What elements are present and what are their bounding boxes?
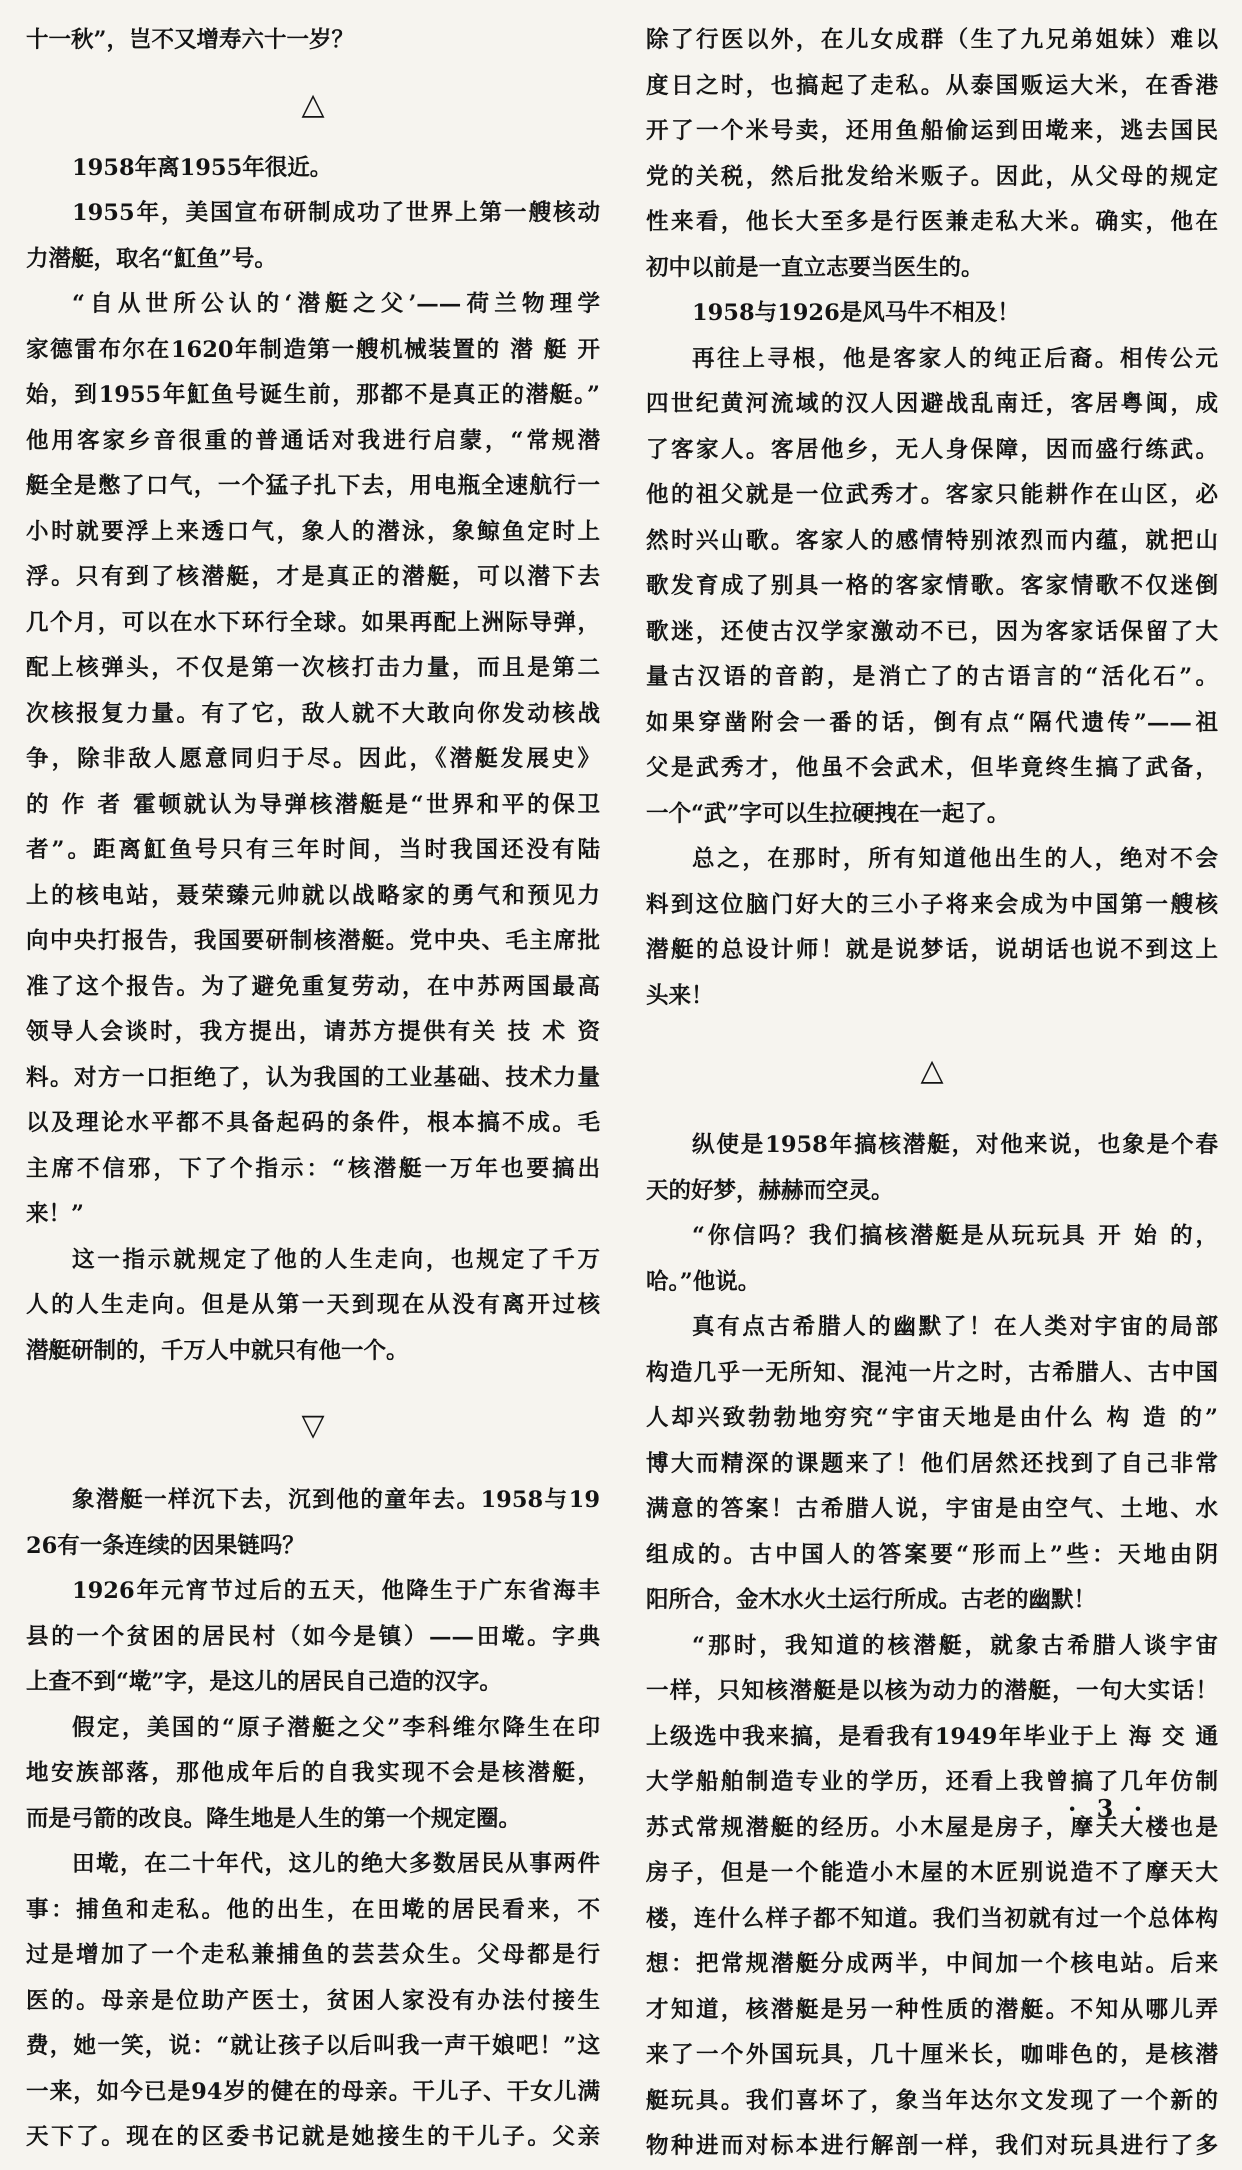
text-line: 博大而精深的课题来了！他们居然还找到了自己非常: [646, 1450, 1218, 1477]
text-line: 一个“武”字可以生拉硬拽在一起了。: [646, 800, 1010, 827]
text-line: 过是增加了一个走私兼捕鱼的芸芸众生。父母都是行: [26, 1942, 600, 1968]
text-line: 主席不信邪，下了个指示：“核潜艇一万年也要搞出: [26, 1155, 600, 1182]
text-line: 家德雷布尔在1620年制造第一艘机械装置的 潜 艇 开: [26, 336, 600, 363]
text-line: 1958年离1955年很近。: [72, 154, 333, 181]
text-line: 他的祖父就是一位武秀才。客家只能耕作在山区，必: [646, 482, 1218, 508]
text-line: 上查不到“墘”字，是这儿的居民自己造的汉字。: [26, 1669, 502, 1695]
text-line: 再往上寻根，他是客家人的纯正后裔。相传公元: [692, 345, 1218, 372]
text-line: 满意的答案！古希腊人说，宇宙是由空气、土地、水: [646, 1496, 1218, 1522]
text-line: 纵使是1958年搞核潜艇，对他来说，也象是个春: [692, 1132, 1218, 1158]
text-line: 一来，如今已是94岁的健在的母亲。干儿子、干女儿满: [26, 2078, 600, 2105]
left-text-column: [26, 18, 600, 2161]
text-line: 上的核电站，聂荣臻元帅就以战略家的勇气和预见力: [26, 882, 600, 909]
text-line: 除了行医以外，在儿女成群（生了九兄弟姐妹）难以: [646, 27, 1218, 53]
text-line: 艇玩具。我们喜坏了，象当年达尔文发现了一个新的: [646, 2087, 1218, 2114]
text-line: 地安族部落，那他成年后的自我实现不会是核潜艇，: [26, 1760, 600, 1786]
text-line: 浮。只有到了核潜艇，才是真正的潜艇，可以潜下去: [26, 564, 600, 590]
section-divider-symbol: △: [301, 86, 325, 122]
text-line: 阳所合，金木水火土运行所成。古老的幽默！: [646, 1587, 1097, 1613]
text-line: 象潜艇一样沉下去，沉到他的童年去。1958与19: [72, 1487, 600, 1513]
text-line: 物种进而对标本进行解剖一样，我们对玩具进行了多: [646, 2133, 1218, 2159]
text-line: 这一指示就规定了他的人生走向，也规定了千万: [72, 1246, 600, 1273]
text-line: “那时，我知道的核潜艇，就象古希腊人谈宇宙: [692, 1632, 1218, 1659]
text-line: 十一秋”，岂不又增寿六十一岁？: [26, 27, 354, 53]
text-line: 的 作 者 霍顿就认为导弹核潜艇是“世界和平的保卫: [26, 791, 600, 818]
text-line: 始，到1955年魟鱼号诞生前，那都不是真正的潜艇。”: [26, 382, 600, 408]
text-line: 楼，连什么样子都不知道。我们当初就有过一个总体构: [646, 1905, 1218, 1932]
text-line: 四世纪黄河流域的汉人因避战乱南迁，客居粤闽，成: [646, 391, 1218, 417]
text-line: 艇全是憋了口气，一个猛子扎下去，用电瓶全速航行一: [26, 473, 600, 499]
text-line: 田墘，在二十年代，这儿的绝大多数居民从事两件: [72, 1851, 600, 1877]
section-divider-symbol: ▽: [301, 1408, 325, 1443]
text-line: 配上核弹头，不仅是第一次核打击力量，而且是第二: [26, 655, 600, 681]
text-line: 组成的。古中国人的答案要“形而上”些：天地由阴: [646, 1541, 1218, 1568]
text-line: 天下了。现在的区委书记就是她接生的干儿子。父亲: [26, 2124, 600, 2150]
text-line: 几个月，可以在水下环行全球。如果再配上洲际导弹，: [26, 609, 600, 636]
text-line: 一样，只知核潜艇是以核为动力的潜艇，一句大实话！: [646, 1678, 1218, 1704]
text-line: 假定，美国的“原子潜艇之父”李科维尔降生在印: [72, 1714, 600, 1741]
text-line: 人的人生走向。但是从第一天到现在从没有离开过核: [26, 1292, 600, 1318]
text-line: 力潜艇，取名“魟鱼”号。: [26, 245, 277, 272]
text-line: 上级选中我来搞，是看我有1949年毕业于上 海 交 通: [646, 1723, 1218, 1750]
text-line: “你信吗？我们搞核潜艇是从玩玩具 开 始 的，: [692, 1223, 1218, 1249]
text-line: 人却兴致勃勃地穷究“宇宙天地是由什么 构 造 的”: [646, 1405, 1218, 1431]
text-line: 父是武秀才，他虽不会武术，但毕竟终生搞了武备，: [646, 755, 1218, 781]
text-line: 1955年，美国宣布研制成功了世界上第一艘核动: [72, 200, 600, 226]
text-line: 初中以前是一直立志要当医生的。: [646, 254, 984, 281]
text-line: 次核报复力量。有了它，敌人就不大敢向你发动核战: [26, 700, 600, 727]
text-line: 准了这个报告。为了避免重复劳动，在中苏两国最高: [26, 973, 600, 1000]
text-line: 医的。母亲是位助产医士，贫困人家没有办法付接生: [26, 1987, 600, 2014]
text-line: 才知道，核潜艇是另一种性质的潜艇。不知从哪儿弄: [646, 1996, 1218, 2023]
text-line: 潜艇的总设计师！就是说梦话，说胡话也说不到这上: [646, 937, 1218, 963]
text-line: 大学船舶制造专业的学历，还看上我曾搞了几年仿制: [646, 1769, 1218, 1795]
right-text-column: [646, 18, 1218, 2170]
text-line: 想：把常规潜艇分成两半，中间加一个核电站。后来: [646, 1951, 1218, 1977]
text-line: 他用客家乡音很重的普通话对我进行启蒙，“常规潜: [26, 427, 600, 454]
text-line: 总之，在那时，所有知道他出生的人，绝对不会: [692, 846, 1218, 872]
text-line: 房子，但是一个能造小木屋的木匠别说造不了摩天大: [646, 1860, 1218, 1886]
text-line: 度日之时，也搞起了走私。从泰国贩运大米，在香港: [646, 72, 1218, 99]
text-line: 哈。”他说。: [646, 1268, 761, 1295]
text-line: 县的一个贫困的居民村（如今是镇）——田墘。字典: [26, 1623, 600, 1650]
text-line: 料。对方一口拒绝了，认为我国的工业基础、技术力量: [26, 1064, 600, 1091]
text-line: 潜艇研制的，千万人中就只有他一个。: [26, 1337, 409, 1364]
text-line: 来了一个外国玩具，几十厘米长，咖啡色的，是核潜: [646, 2042, 1218, 2068]
text-line: 领导人会谈时，我方提出，请苏方提供有关 技 术 资: [26, 1019, 600, 1045]
text-line: 小时就要浮上来透口气，象人的潜泳，象鲸鱼定时上: [26, 518, 600, 545]
text-line: 而是弓箭的改良。降生地是人生的第一个规定圈。: [26, 1805, 522, 1832]
text-line: 歌发育成了别具一格的客家情歌。客家情歌不仅迷倒: [646, 573, 1218, 599]
text-line: 开了一个米号卖，还用鱼船偷运到田墘来，逃去国民: [646, 118, 1218, 144]
text-line: “自从世所公认的‘潜艇之父’——荷兰物理学: [72, 291, 600, 317]
text-line: 苏式常规潜艇的经历。小木屋是房子，摩天大楼也是: [646, 1814, 1218, 1841]
text-line: 向中央打报告，我国要研制核潜艇。党中央、毛主席批: [26, 928, 600, 954]
text-line: 性来看，他长大至多是行医兼走私大米。确实，他在: [646, 209, 1218, 235]
text-line: 如果穿凿附会一番的话，倒有点“隔代遗传”——祖: [646, 709, 1218, 736]
text-line: 来！”: [26, 1201, 84, 1227]
text-line: 1926年元宵节过后的五天，他降生于广东省海丰: [72, 1578, 600, 1604]
text-line: 然时兴山歌。客家人的感情特别浓烈而内蕴，就把山: [646, 527, 1218, 554]
text-line: 党的关税，然后批发给米贩子。因此，从父母的规定: [646, 163, 1218, 190]
section-divider-symbol: △: [920, 1053, 944, 1088]
text-line: 头来！: [646, 982, 714, 1009]
text-line: 了客家人。客居他乡，无人身保障，因而盛行练武。: [646, 436, 1218, 463]
text-line: 歌迷，还使古汉学家激动不已，因为客家话保留了大: [646, 618, 1218, 645]
text-line: 真有点古希腊人的幽默了！在人类对宇宙的局部: [692, 1314, 1218, 1340]
page-number: · 3 ·: [1068, 1794, 1149, 1823]
text-line: 料到这位脑门好大的三小子将来会成为中国第一艘核: [646, 891, 1218, 918]
text-line: 费，她一笑，说：“就让孩子以后叫我一声干娘吧！”这: [26, 2033, 600, 2059]
text-line: 争，除非敌人愿意同归于尽。因此，《潜艇发展史》: [26, 746, 600, 772]
text-line: 者”。距离魟鱼号只有三年时间，当时我国还没有陆: [26, 837, 600, 863]
text-line: 事：捕鱼和走私。他的出生，在田墘的居民看来，不: [26, 1896, 600, 1923]
text-line: 量古汉语的音韵，是消亡了的古语言的“活化石”。: [646, 664, 1218, 690]
text-line: 构造几乎一无所知、混沌一片之时，古希腊人、古中国: [646, 1359, 1218, 1386]
text-line: 以及理论水平都不具备起码的条件，根本搞不成。毛: [26, 1110, 600, 1136]
text-line: 1958与1926是风马牛不相及！: [692, 300, 1020, 326]
text-line: 26有一条连续的因果链吗？: [26, 1532, 305, 1559]
text-line: 天的好梦，赫赫而空灵。: [646, 1177, 894, 1204]
